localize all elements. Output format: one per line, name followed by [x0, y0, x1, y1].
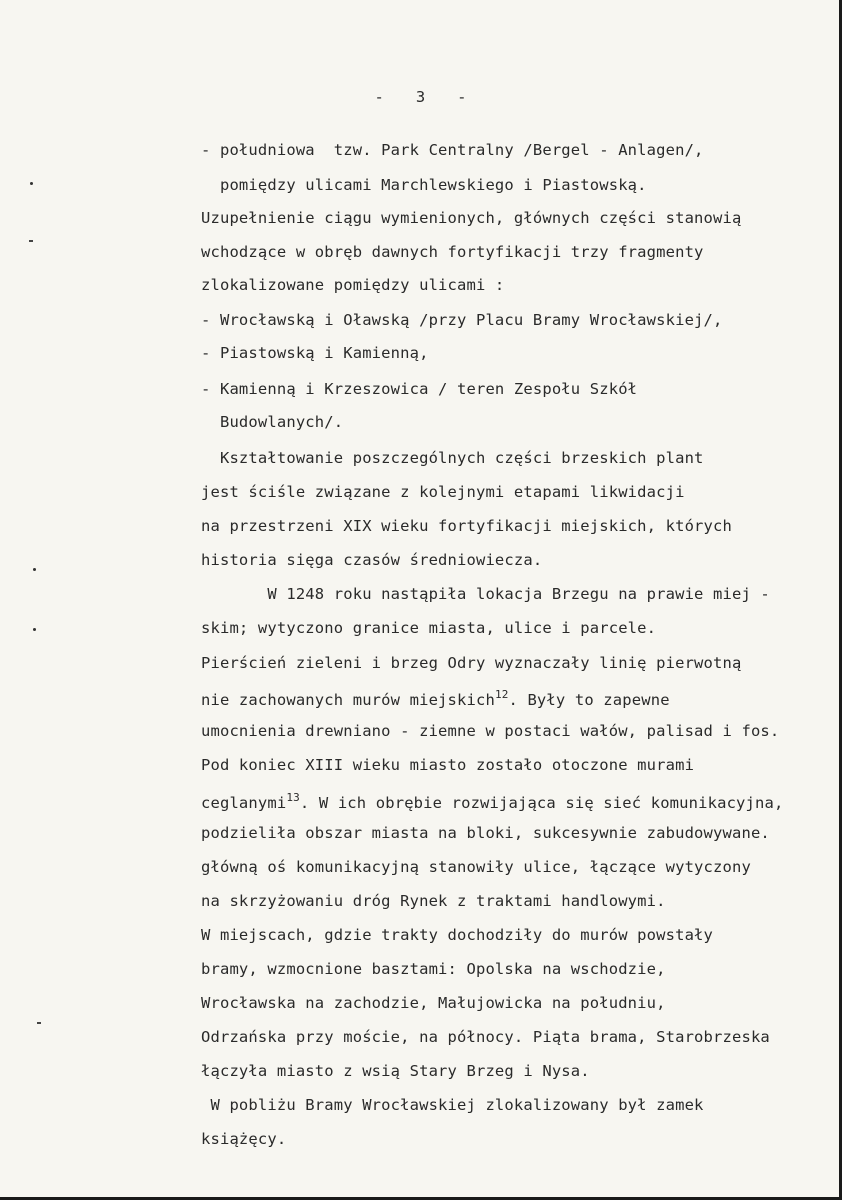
text-line: Pierścień zieleni i brzeg Odry wyznaczały linię pierwotną	[201, 654, 742, 672]
text-line	[201, 689, 670, 709]
text-line: - południowa tzw. Park Centralny /Bergel - Anlagen/,	[201, 141, 704, 159]
text-line: - Piastowską i Kamienną,	[201, 344, 429, 362]
text-line: - Kamienną i Krzeszowica / teren Zespołu Szkół	[201, 380, 638, 398]
text-line: zlokalizowane pomiędzy ulicami :	[201, 276, 505, 294]
text-segment: ceglanymi	[201, 794, 287, 812]
text-line: Uzupełnienie ciągu wymienionych, głównych części stanowią	[201, 209, 742, 227]
text-line: Odrzańska przy moście, na północy. Piąta brama, Starobrzeska	[201, 1028, 770, 1046]
text-line: łączyła miasto z wsią Stary Brzeg i Nysa.	[201, 1062, 590, 1080]
text-line	[201, 792, 783, 812]
margin-mark	[30, 182, 33, 185]
text-line: Kształtowanie poszczególnych części brzeskich plant	[201, 449, 704, 467]
text-line: podzieliła obszar miasta na bloki, sukcesywnie zabudowywane.	[201, 824, 770, 842]
text-segment: . W ich obrębie rozwijająca się sieć komunikacyjna,	[299, 794, 784, 812]
text-line: na skrzyżowaniu dróg Rynek z traktami handlowymi.	[201, 892, 666, 910]
text-line: historia sięga czasów średniowiecza.	[201, 551, 543, 569]
margin-mark	[29, 240, 33, 242]
text-line: książęcy.	[201, 1130, 287, 1148]
text-line: umocnienia drewniano - ziemne w postaci wałów, palisad i fos.	[201, 722, 780, 740]
page-number: - 3 -	[374, 88, 468, 106]
text-segment: nie zachowanych murów miejskich	[201, 691, 495, 709]
text-line: - Wrocławską i Oławską /przy Placu Bramy Wrocławskiej/,	[201, 311, 723, 329]
text-line: W 1248 roku nastąpiła lokacja Brzegu na prawie miej -	[201, 585, 770, 603]
text-line: W pobliżu Bramy Wrocławskiej zlokalizowany był zamek	[201, 1096, 704, 1114]
margin-mark	[33, 628, 36, 631]
text-line: bramy, wzmocnione basztami: Opolska na wschodzie,	[201, 960, 666, 978]
text-line: Budowlanych/.	[201, 413, 344, 431]
margin-mark	[33, 568, 36, 571]
text-line: na przestrzeni XIX wieku fortyfikacji miejskich, których	[201, 517, 732, 535]
text-line: główną oś komunikacyjną stanowiły ulice, łączące wytyczony	[201, 858, 751, 876]
text-line: Wrocławska na zachodzie, Małujowicka na południu,	[201, 994, 666, 1012]
text-line: W miejscach, gdzie trakty dochodziły do murów powstały	[201, 926, 714, 944]
footnote-marker: 13	[286, 791, 300, 804]
text-line: Pod koniec XIII wieku miasto zostało otoczone murami	[201, 756, 695, 774]
margin-mark	[37, 1022, 41, 1024]
footnote-marker: 12	[494, 688, 509, 701]
text-segment: . Były to zapewne	[508, 691, 670, 709]
text-line: pomiędzy ulicami Marchlewskiego i Piastowską.	[201, 176, 647, 194]
text-line: skim; wytyczono granice miasta, ulice i parcele.	[201, 619, 657, 637]
text-line: jest ściśle związane z kolejnymi etapami likwidacji	[201, 483, 685, 501]
text-line: wchodzące w obręb dawnych fortyfikacji trzy fragmenty	[201, 243, 704, 261]
